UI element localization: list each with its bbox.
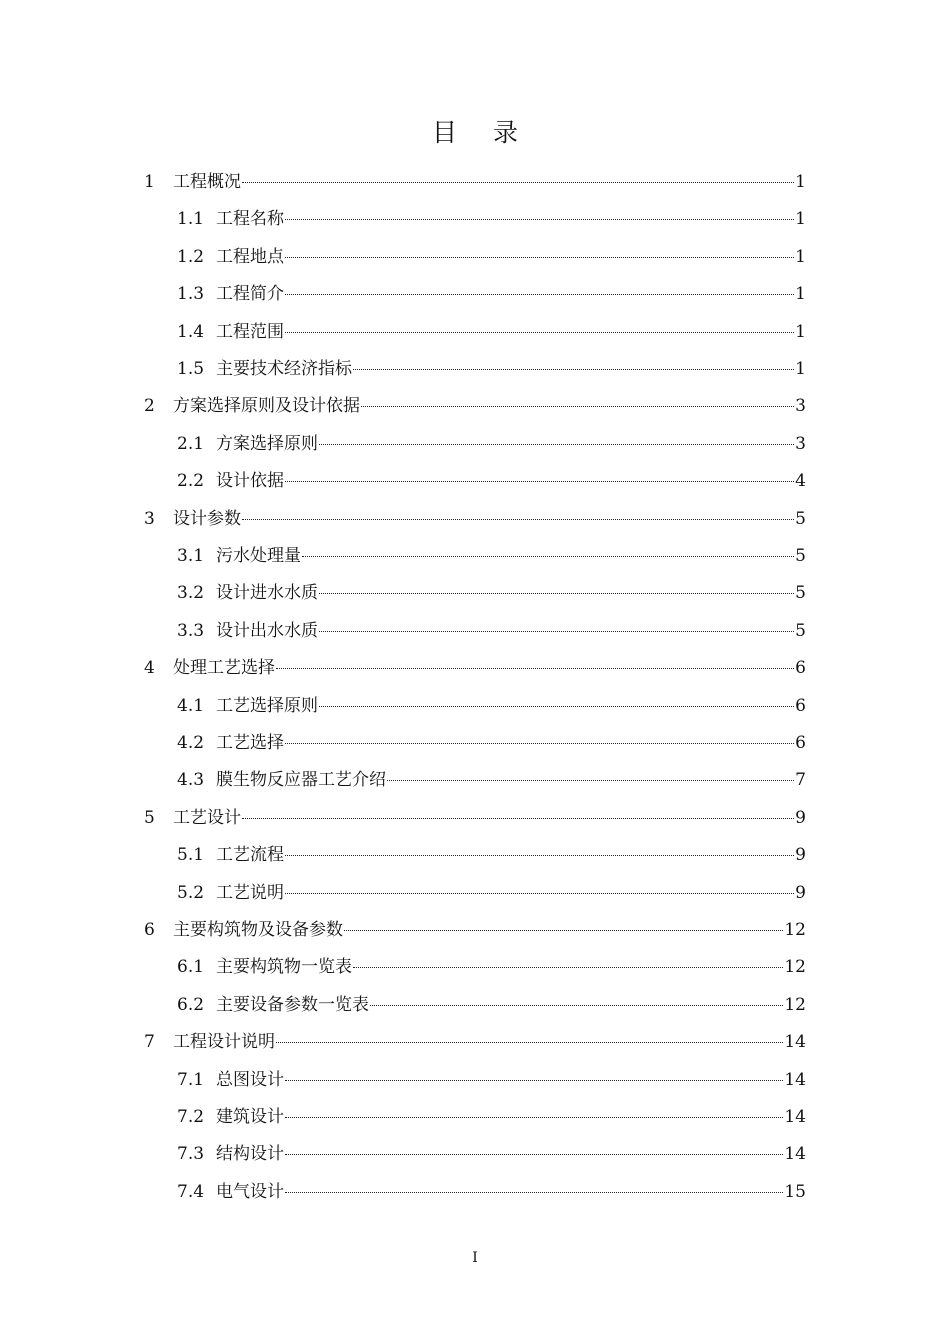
toc-entry-title: 工艺选择原则 (216, 695, 318, 716)
toc-entry-number: 1.3 (177, 284, 205, 305)
toc-dot-leader (285, 1116, 783, 1118)
toc-entry-title: 设计进水水质 (216, 583, 318, 604)
toc-entry-number: 6.2 (177, 994, 205, 1015)
toc-entry-page: 5 (795, 508, 806, 529)
toc-entry[interactable] (177, 276, 806, 313)
toc-entry-title: 污水处理量 (216, 546, 301, 566)
toc-entry[interactable] (177, 725, 806, 762)
toc-entry-number: 1 (144, 172, 155, 192)
toc-entry-title: 主要构筑物及设备参数 (173, 920, 343, 940)
toc-entry-number: 4.1 (177, 695, 205, 716)
toc-dot-leader (319, 592, 794, 594)
toc-dot-leader (353, 966, 783, 968)
toc-entry-number: 2.1 (177, 433, 205, 454)
toc-entry[interactable] (177, 426, 806, 463)
toc-entry[interactable] (177, 762, 806, 799)
toc-entry[interactable] (144, 388, 806, 425)
toc-entry-title: 设计依据 (216, 471, 284, 492)
toc-entry[interactable] (177, 201, 806, 238)
toc-entry-page: 5 (795, 583, 806, 604)
toc-dot-leader (285, 1153, 783, 1155)
toc-entry-title: 主要技术经济指标 (216, 359, 352, 379)
toc-entry-page: 14 (784, 1144, 806, 1165)
toc-dot-leader (242, 817, 794, 819)
toc-entry-title: 工程名称 (216, 209, 284, 230)
toc-entry-page: 6 (795, 695, 806, 716)
toc-entry-number: 6.1 (177, 957, 205, 978)
toc-entry-page: 12 (784, 994, 806, 1015)
toc-entry-number: 6 (144, 920, 155, 940)
toc-entry-number: 3.3 (177, 620, 205, 641)
toc-entry-page: 7 (795, 770, 806, 791)
toc-dot-leader (319, 705, 794, 707)
toc-entry-number: 4 (144, 658, 155, 679)
toc-entry-page: 9 (795, 807, 806, 828)
toc-entry-page: 6 (795, 733, 806, 753)
toc-entry-title: 膜生物反应器工艺介绍 (216, 770, 386, 791)
toc-entry-title: 设计出水水质 (216, 620, 318, 641)
toc-dot-leader (285, 742, 794, 744)
toc-entry-number: 5.1 (177, 845, 205, 866)
toc-entry[interactable] (177, 1174, 806, 1211)
toc-dot-leader (302, 555, 794, 557)
toc-entry[interactable] (177, 538, 806, 575)
toc-entry-title: 工程范围 (216, 321, 284, 342)
toc-dot-leader (285, 293, 794, 295)
toc-entry-page: 14 (784, 1032, 806, 1053)
toc-entry[interactable] (177, 351, 806, 388)
toc-entry-page: 1 (795, 321, 806, 342)
toc-entry-number: 1.1 (177, 209, 205, 230)
toc-entry-number: 2.2 (177, 471, 205, 492)
toc-entry-page: 1 (795, 284, 806, 305)
toc-entry-number: 7 (144, 1032, 155, 1053)
toc-entry-number: 3.2 (177, 583, 205, 604)
page-title: 目 录 (432, 118, 532, 147)
toc-entry[interactable] (177, 1136, 806, 1173)
toc-entry-page: 15 (784, 1181, 806, 1202)
toc-entry[interactable] (177, 239, 806, 276)
toc-entry-title: 工程简介 (216, 284, 284, 305)
toc-entry-title: 工程设计说明 (173, 1032, 275, 1053)
toc-entry-title: 处理工艺选择 (173, 658, 275, 679)
toc-entry-number: 7.4 (177, 1181, 205, 1202)
toc-entry-number: 1.2 (177, 246, 205, 267)
toc-entry-title: 工艺设计 (173, 807, 241, 828)
toc-dot-leader (285, 218, 794, 220)
toc-entry-page: 12 (784, 920, 806, 940)
toc-entry-number: 3 (144, 508, 155, 529)
toc-dot-leader (319, 630, 794, 632)
toc-entry-title: 工程概况 (173, 172, 241, 192)
toc-dot-leader (319, 443, 794, 445)
toc-entry-page: 1 (795, 209, 806, 230)
toc-dot-leader (387, 779, 794, 781)
toc-entry-number: 2 (144, 396, 155, 417)
toc-entry-number: 1.5 (177, 359, 205, 379)
toc-dot-leader (285, 331, 794, 333)
toc-entry-title: 建筑设计 (216, 1107, 284, 1127)
toc-entry-page: 9 (795, 882, 806, 903)
toc-dot-leader (242, 518, 794, 520)
toc-entry-page: 1 (795, 172, 806, 192)
toc-entry[interactable] (177, 837, 806, 874)
toc-dot-leader (285, 892, 794, 894)
toc-entry-page: 1 (795, 359, 806, 379)
toc-entry-title: 工艺说明 (216, 882, 284, 903)
toc-entry-number: 1.4 (177, 321, 205, 342)
toc-dot-leader (361, 405, 794, 407)
toc-entry-title: 结构设计 (216, 1144, 284, 1165)
toc-entry-number: 7.3 (177, 1144, 205, 1165)
toc-entry[interactable] (177, 949, 806, 986)
toc-entry-title: 电气设计 (216, 1181, 284, 1202)
toc-entry-page: 4 (795, 471, 806, 492)
toc-entry-number: 3.1 (177, 546, 205, 566)
toc-dot-leader (353, 368, 794, 370)
toc-entry-page: 14 (784, 1107, 806, 1127)
toc-entry[interactable] (177, 613, 806, 650)
toc-entry-title: 工艺选择 (216, 733, 284, 753)
toc-dot-leader (344, 929, 783, 931)
toc-dot-leader (285, 256, 794, 258)
toc-entry[interactable] (177, 463, 806, 500)
toc-entry-page: 14 (784, 1069, 806, 1090)
toc-entry[interactable] (177, 1099, 806, 1136)
toc-entry[interactable] (144, 650, 806, 687)
toc-dot-leader (276, 1041, 783, 1043)
toc-entry-title: 主要设备参数一览表 (216, 994, 369, 1015)
toc-entry[interactable] (144, 164, 806, 201)
toc-entry-page: 5 (795, 620, 806, 641)
toc-entry[interactable] (177, 875, 806, 912)
toc-entry[interactable] (177, 1062, 806, 1099)
page-number: I (472, 1250, 478, 1266)
toc-entry-title: 方案选择原则及设计依据 (173, 396, 360, 417)
toc-dot-leader (242, 181, 794, 183)
toc-dot-leader (370, 1004, 783, 1006)
toc-entry-title: 方案选择原则 (216, 433, 318, 454)
toc-entry[interactable] (144, 800, 806, 837)
toc-entry-page: 3 (795, 396, 806, 417)
toc-dot-leader (285, 854, 794, 856)
toc-entry[interactable] (144, 1024, 806, 1061)
toc-entry[interactable] (144, 501, 806, 538)
toc-entry-page: 6 (795, 658, 806, 679)
toc-entry[interactable] (177, 575, 806, 612)
toc-entry[interactable] (144, 912, 806, 949)
toc-dot-leader (285, 1191, 783, 1193)
toc-entry-page: 12 (784, 957, 806, 978)
toc-entry-page: 5 (795, 546, 806, 566)
toc-entry-number: 5 (144, 807, 155, 828)
toc-dot-leader (276, 667, 794, 669)
toc-entry[interactable] (177, 314, 806, 351)
toc-entry-title: 工程地点 (216, 246, 284, 267)
toc-entry-title: 工艺流程 (216, 845, 284, 866)
toc-entry-number: 4.3 (177, 770, 205, 791)
toc-entry-title: 总图设计 (216, 1069, 284, 1090)
toc-entry[interactable] (177, 688, 806, 725)
toc-entry-title: 主要构筑物一览表 (216, 957, 352, 978)
toc-entry-page: 9 (795, 845, 806, 866)
toc-entry-number: 5.2 (177, 882, 205, 903)
toc-entry[interactable] (177, 987, 806, 1024)
toc-entry-number: 4.2 (177, 733, 205, 753)
toc-entry-title: 设计参数 (173, 508, 241, 529)
toc-dot-leader (285, 480, 794, 482)
toc-entry-page: 1 (795, 246, 806, 267)
toc-entry-number: 7.2 (177, 1107, 205, 1127)
toc-dot-leader (285, 1079, 783, 1081)
toc-entry-number: 7.1 (177, 1069, 205, 1090)
toc-entry-page: 3 (795, 433, 806, 454)
